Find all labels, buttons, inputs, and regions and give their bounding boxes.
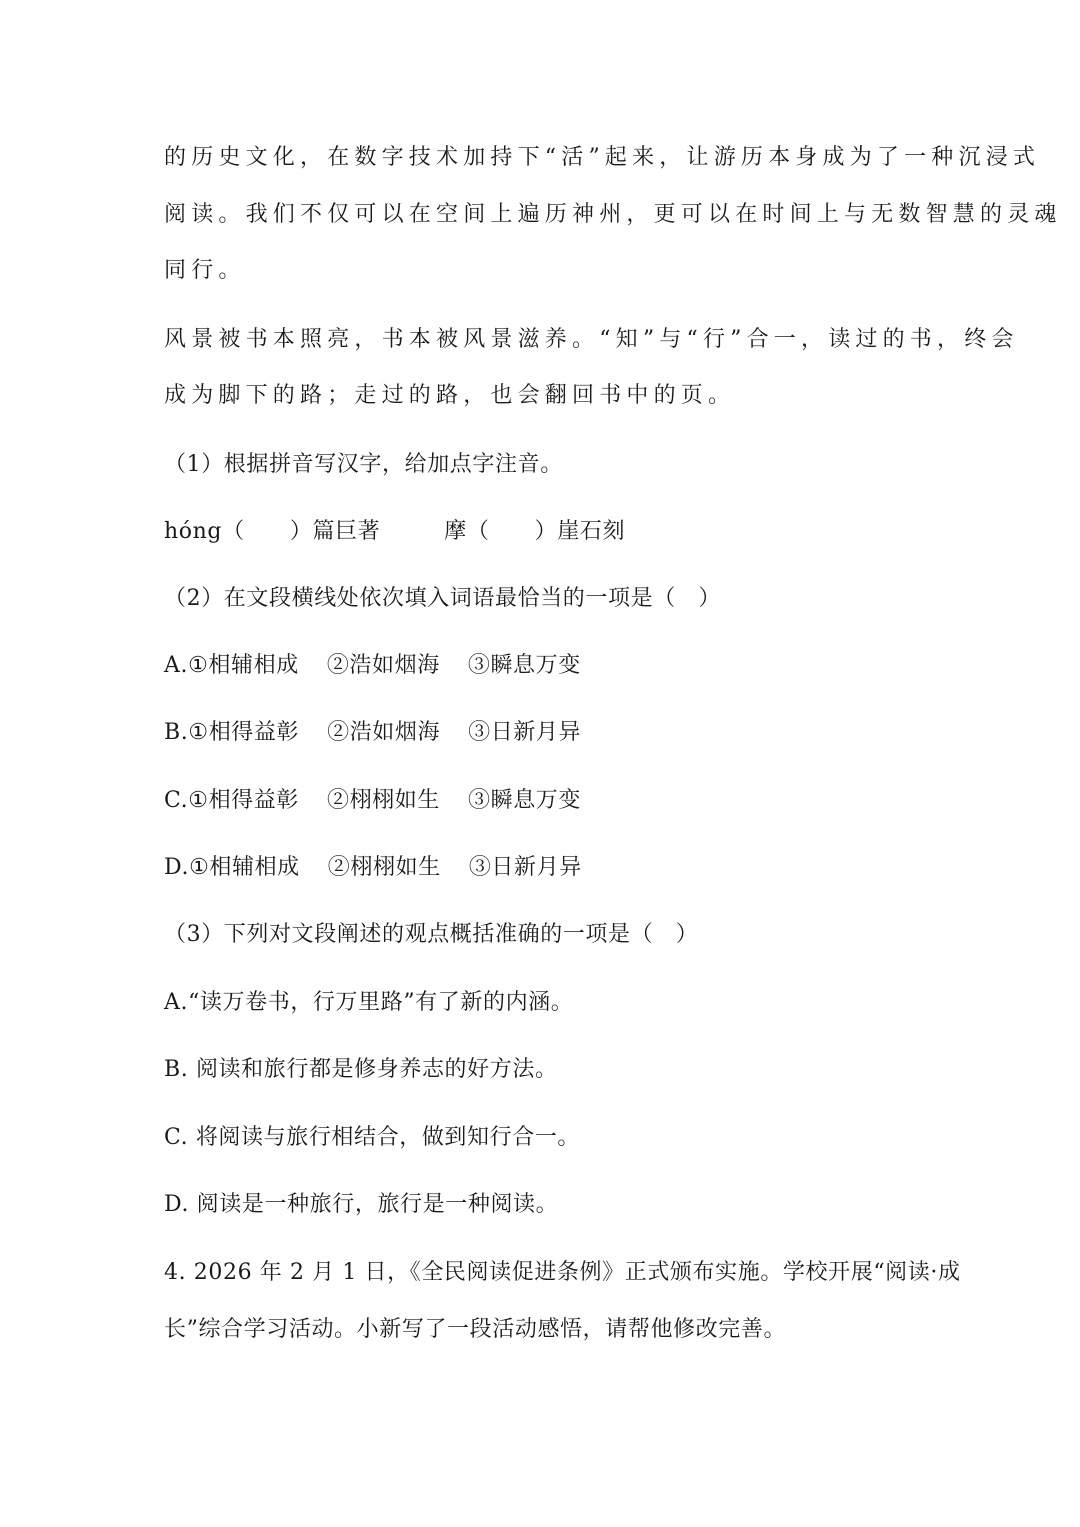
option-letter: D. xyxy=(164,855,190,880)
passage-line-5: 成为脚下的路；走过的路，也会翻回书中的页。 xyxy=(164,383,736,408)
question-3-option-c: C. 将阅读与旅行相结合，做到知行合一。 xyxy=(164,1125,581,1150)
question-2-option-b xyxy=(164,718,924,748)
question-1-items xyxy=(164,517,924,547)
question-1-item-1: hóng（ ）篇巨著 xyxy=(164,519,381,544)
question-4-line-2: 长”综合学习活动。小新写了一段活动感悟，请帮他修改完善。 xyxy=(164,1317,787,1342)
question-1-item-2: 摩（ ）崖石刻 xyxy=(444,519,626,544)
option-word-1: ①相得益彰 xyxy=(188,720,300,745)
passage-line-1: 的历史文化，在数字技术加持下“活”起来，让游历本身成为了一种沉浸式 xyxy=(164,145,1041,170)
passage-line-3: 同行。 xyxy=(164,258,246,283)
option-letter: B. xyxy=(164,720,189,745)
question-4-line-1: 4. 2026 年 2 月 1 日，《全民阅读促进条例》正式颁布实施。学校开展“阅读·成 xyxy=(164,1260,961,1285)
option-word-3: ③瞬息万变 xyxy=(468,788,582,813)
option-word-2: ②浩如烟海 xyxy=(326,653,440,678)
passage-line-2: 阅读。我们不仅可以在空间上遍历神州，更可以在时间上与无数智慧的灵魂 xyxy=(164,202,1062,227)
question-3-option-b: B. 阅读和旅行都是修身养志的好方法。 xyxy=(164,1057,558,1082)
question-2-option-c xyxy=(164,786,924,816)
question-3-option-d: D. 阅读是一种旅行，旅行是一种阅读。 xyxy=(164,1192,559,1217)
option-word-3: ③瞬息万变 xyxy=(467,653,581,678)
option-word-1: ①相辅相成 xyxy=(188,653,299,678)
option-letter: A. xyxy=(164,653,189,678)
option-word-2: ②栩栩如生 xyxy=(326,788,440,813)
option-word-2: ②浩如烟海 xyxy=(327,720,441,745)
option-word-1: ①相辅相成 xyxy=(189,855,300,880)
option-word-3: ③日新月异 xyxy=(468,720,582,745)
option-word-3: ③日新月异 xyxy=(468,855,582,880)
question-3-prompt: （3）下列对文段阐述的观点概括准确的一项是（ ） xyxy=(164,922,699,947)
option-letter: C. xyxy=(164,788,189,813)
option-word-1: ①相得益彰 xyxy=(188,788,299,813)
question-2-option-a xyxy=(164,651,924,681)
question-2-prompt: （2）在文段横线处依次填入词语最恰当的一项是（ ） xyxy=(164,586,721,611)
question-1-prompt: （1）根据拼音写汉字，给加点字注音。 xyxy=(164,452,563,477)
option-word-2: ②栩栩如生 xyxy=(327,855,441,880)
question-2-option-d xyxy=(164,853,924,883)
question-3-option-a: A.“读万卷书，行万里路”有了新的内涵。 xyxy=(164,990,574,1015)
passage-line-4: 风景被书本照亮，书本被风景滋养。“知”与“行”合一，读过的书，终会 xyxy=(164,327,1019,352)
